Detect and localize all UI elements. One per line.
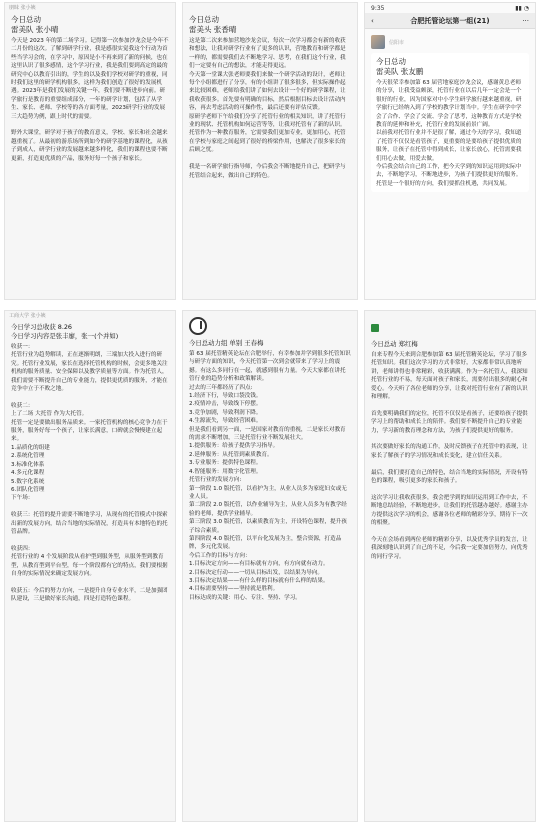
panel-header	[183, 311, 357, 335]
power-icon	[189, 317, 207, 335]
chat-panel-6	[364, 310, 536, 822]
chat-header	[365, 13, 535, 29]
sender-row	[365, 29, 535, 51]
chat-title: 合肥托管论坛第一组(21)	[410, 17, 490, 25]
message-body: 这是第二次来参加营地沙龙会议，每次一次学习都会有新的收获和想法，让我对研学行业有了更多的认识，营地教育和研学都是一样的，都需要我们去不断地学习、思考，在我们这个行业，我们一定要有自己的想法，才能走得更远。 今天第一堂课大张老师要我们来做一个研学活动的设计，老师让每个小组都进行了分享，有的小组讲了很多很多，但实际操作起来比较困难，老师给我们讲了如何去设计一个好的研学课程，让我收获很多。首先要有明确的目标，然后根据目标去设计活动内容，再去考虑活动的可操作性，最后还要有评估反馈。 原研学老师下午给我们分享了托管行业的相关知识，讲了托管行业的现状、托管机构如何运营等等，让我对托管有了新的认识。托管作为一种教育服务，它需要我们更加专业，更加用心，托管在学校与家庭之间起到了很好的桥梁作用，也解决了很多家长的后顾之忧。 我是一名研学旅行指导师，今后我会不断地提升自己，把研学与托管结合起来，做出自己的特色。	[189, 38, 346, 179]
chat-panel-5	[182, 310, 358, 822]
message-title: 今日学习总收获 8.26 今日学习内容是张丰廖，张一(个并如)	[11, 323, 119, 340]
message[interactable]	[365, 336, 535, 565]
status-bar	[365, 3, 535, 13]
message[interactable]	[183, 335, 357, 606]
message-body: 今天很荣幸参加第 63 届营地家庭沙龙会议，感谢黄总老师的分享，让我受益颇深，托管行业在以后几年一定会是一个很好的行业，因为国家对中小学生研学旅行越来越重视，研学旅行已经纳入到了学校的教学计划当中。学生在研学中学会了合作、学会了交流、学会了思考，这种教育方式是学校教育的延伸和补充，托管行业的发展前景广阔。 以前我对托管行业并不是很了解，通过今天的学习，我知道了托管不仅仅是看管孩子，更重要的是要给孩子提供优质的服务，让孩子在托管中得到成长，让家长放心，托管需要我们用心去做，用爱去做。 今后我会结合自己的工作，把今天学到的知识运用到实际中去，不断地学习，不断地进步，为孩子们提供更好的服务。托管是一个很好的方向，我们要抓住机遇，共同发展。	[376, 80, 522, 187]
panel-topbar: 工商大学 张小姨	[9, 313, 46, 319]
panel-topbar: 朋昧 张小姨	[9, 5, 36, 11]
message-title: 今日总动力组 单别 王春梅	[189, 339, 264, 347]
chat-panel-4	[4, 310, 176, 822]
sender-name: 信阳市	[389, 39, 405, 46]
message[interactable]	[5, 319, 175, 608]
avatar-icon[interactable]	[371, 324, 379, 332]
message-body: 自来专程今天来到合肥参加第 63 届托管精英论坛，学习了很多托管知识。我们这次学习的方式非常好，大家都非常认真地听讲，老师讲得也非常精彩，收获满满。作为一名托管人，我深知托管行业的不易，每天面对孩子和家长，需要付出很多的耐心和爱心。今天听了各位老师的分享，让我对托管行业有了新的认识和理解。 首先要明确我们的定位，托管不仅仅是看孩子，还要给孩子提供学习上的帮助和成长上的陪伴。我们要不断提升自己的专业能力，学习新的教育理念和方法，为孩子们提供更好的服务。 其次要做好家长的沟通工作，及时反馈孩子在托管中的表现，让家长了解孩子的学习情况和成长变化，建立信任关系。 最后，我们要打造自己的特色，结合当地的实际情况，开设有特色的课程，吸引更多的家长和孩子。 这次学习让我收获很多，我会把学到的知识运用到工作中去，不断地总结经验，不断地进步，让我们的托管越办越好。感谢主办方提供这次学习的机会，感谢各位老师的精彩分享，期待下一次的相聚。 今天在会场看到两位老师的精彩分享，以及优秀学员的发言，让我深刻地认识到了自己的不足，今后我一定要加倍努力，向优秀的同行学习。	[371, 352, 528, 560]
message-title: 今日总动 雷美队 张友鹏	[376, 57, 424, 76]
message-title: 今日总动 郑红梅	[371, 340, 418, 348]
message[interactable]	[5, 11, 175, 167]
panel-header	[365, 311, 535, 336]
more-icon[interactable]: ···	[522, 17, 529, 25]
status-time: 9:35	[371, 5, 385, 12]
chat-panel-1	[4, 2, 176, 300]
message-body: 今天是 2023 年的第二场学习。记得第一次参加沙龙会是今年不二月份的这次。了解到研学行业，我是感很实觉我这个行动为首些当学习会的，在学习中，原因是小不再来到了新的问候，也在这里认识了很多感情，这个学习行业，我是我们要到高定的最的研究中心以教育引出的，学生的以及我们学校对研学的重视，同时我们这里的研学机构很多，这样为我们创造了很好的发展机遇。2023年是我们发展的关键一年，我们要不断进步向前。研学旅行是教育的重要组成部分，一年的研学计划，包括了从学生、家长、老师、学校等的各方面考量，2023研学行业的发展三大趋势为例，跟上时代的需要。 野外大课堂，研学对于孩子的教育意义，学校、家长和社会越来越重视了。从最初的游乐场所到如今的研学基地的课程化，从孩子到成人，研学行业的发展越来越多样化，我们的课程也要不断更新，打造更优质的产品，服务好每一个孩子和家长。	[11, 38, 169, 162]
chat-panel-2	[182, 2, 358, 300]
message-bubble[interactable]	[371, 53, 529, 192]
panel-topbar	[183, 3, 357, 11]
message-body: 收获一： 托管行业为趋势解读，正在逐渐明朗，三端加大投入进行的研究。托管行业发展，家长在选择托管机构的时候，会更多地关注机构的服务质量、安全保障以及教学质量等方面。作为托管人，我们需要不断提升自己的专业能力，提供更优质的服务，才能在竞争中立于不败之地。 收获二： 上了二场 大托管 作为大托管。 托管一定是要做出服务品质来。一家托管机构的核心竞争力在于服务，服务好每一个孩子，让家长满意，口碑就会慢慢建立起来。 1.品质化的组建 2.系统化管理 3.标准化体系 4.多元化课程 5.数字化系统 6.团队化管理 下午场： 收获三：托管的提升需要不断地学习，从现有的托管模式中探索出新的发展方向，结合当地的实际情况，打造具有本地特色的托管品牌。 收获四： 托管行业的 4 个发展阶段从看护型到服务型，从服务型到教育型，从教育型到平台型，每一个阶段都有它的特点，我们要根据自身的实际情况来确定发展方向。 收获五：今后的努力方向，一是提升自身专业水平，二是加强团队建设，三是做好家长沟通，四是打造特色课程。	[11, 344, 168, 603]
chat-panel-3	[364, 2, 536, 300]
message[interactable]	[183, 11, 357, 184]
message-body: 第 63 届托管精英论坛在合肥举行，有幸参加并学到很多托管知识与研学方面的知识，今天托管第一次到会就带来了学习上的震撼。有这么多同行在一起，就感到很有力量。今天大家都在讲托管行业的趋势分析和政策解读。 过去的三年都经历了四点: 1.经济下行，导致口袋没钱。 2.疫情冲击，导致线下停摆。 3.竞争加剧，导致利润下降。 4.生源流失，导致经营困难。 但是我们看到另一面，一是国家对教育的重视，二是家长对教育的需求不断增加，三是托管行业不断发展壮大。 1.提供服务：给孩子提供学习指导。 2.延伸服务：从托管到素质教育。 3.专业服务：提供特色课程。 4.智能服务：用数字化管理。 托管行业的发展方向: 第一阶段 1.0 版托管，以看护为主，从业人员多为家庭妇女或无业人员。 第二阶段 2.0 版托管，以作业辅导为主，从业人员多为有教学经验的老师，提供学业辅导。 第三阶段 3.0 版托管，以素质教育为主，开设特色课程，提升孩子综合素质。 第四阶段 4.0 版托管，以平台化发展为主，整合资源，打造品牌，多元化发展。 今后工作的目标与方向： 1.目标决定方向——有目标就有方向，有方向就有动力。 2.目标决定行动——一切从目标出发，以结果为导向。 3.目标决定结果——有什么样的目标就有什么样的结果。 4.目标需要坚持——坚持就是胜利。 目标达成的关键：用心、专注、坚持、学习。	[189, 351, 351, 601]
message-title: 今日总动 雷美队 张小晴	[11, 15, 59, 34]
avatar[interactable]	[371, 35, 385, 49]
back-arrow-icon[interactable]: ‹	[371, 17, 374, 25]
message-title: 今日总动 雷美头 张香晴	[189, 15, 237, 34]
status-icons: ▮▮ ◔	[515, 5, 529, 12]
